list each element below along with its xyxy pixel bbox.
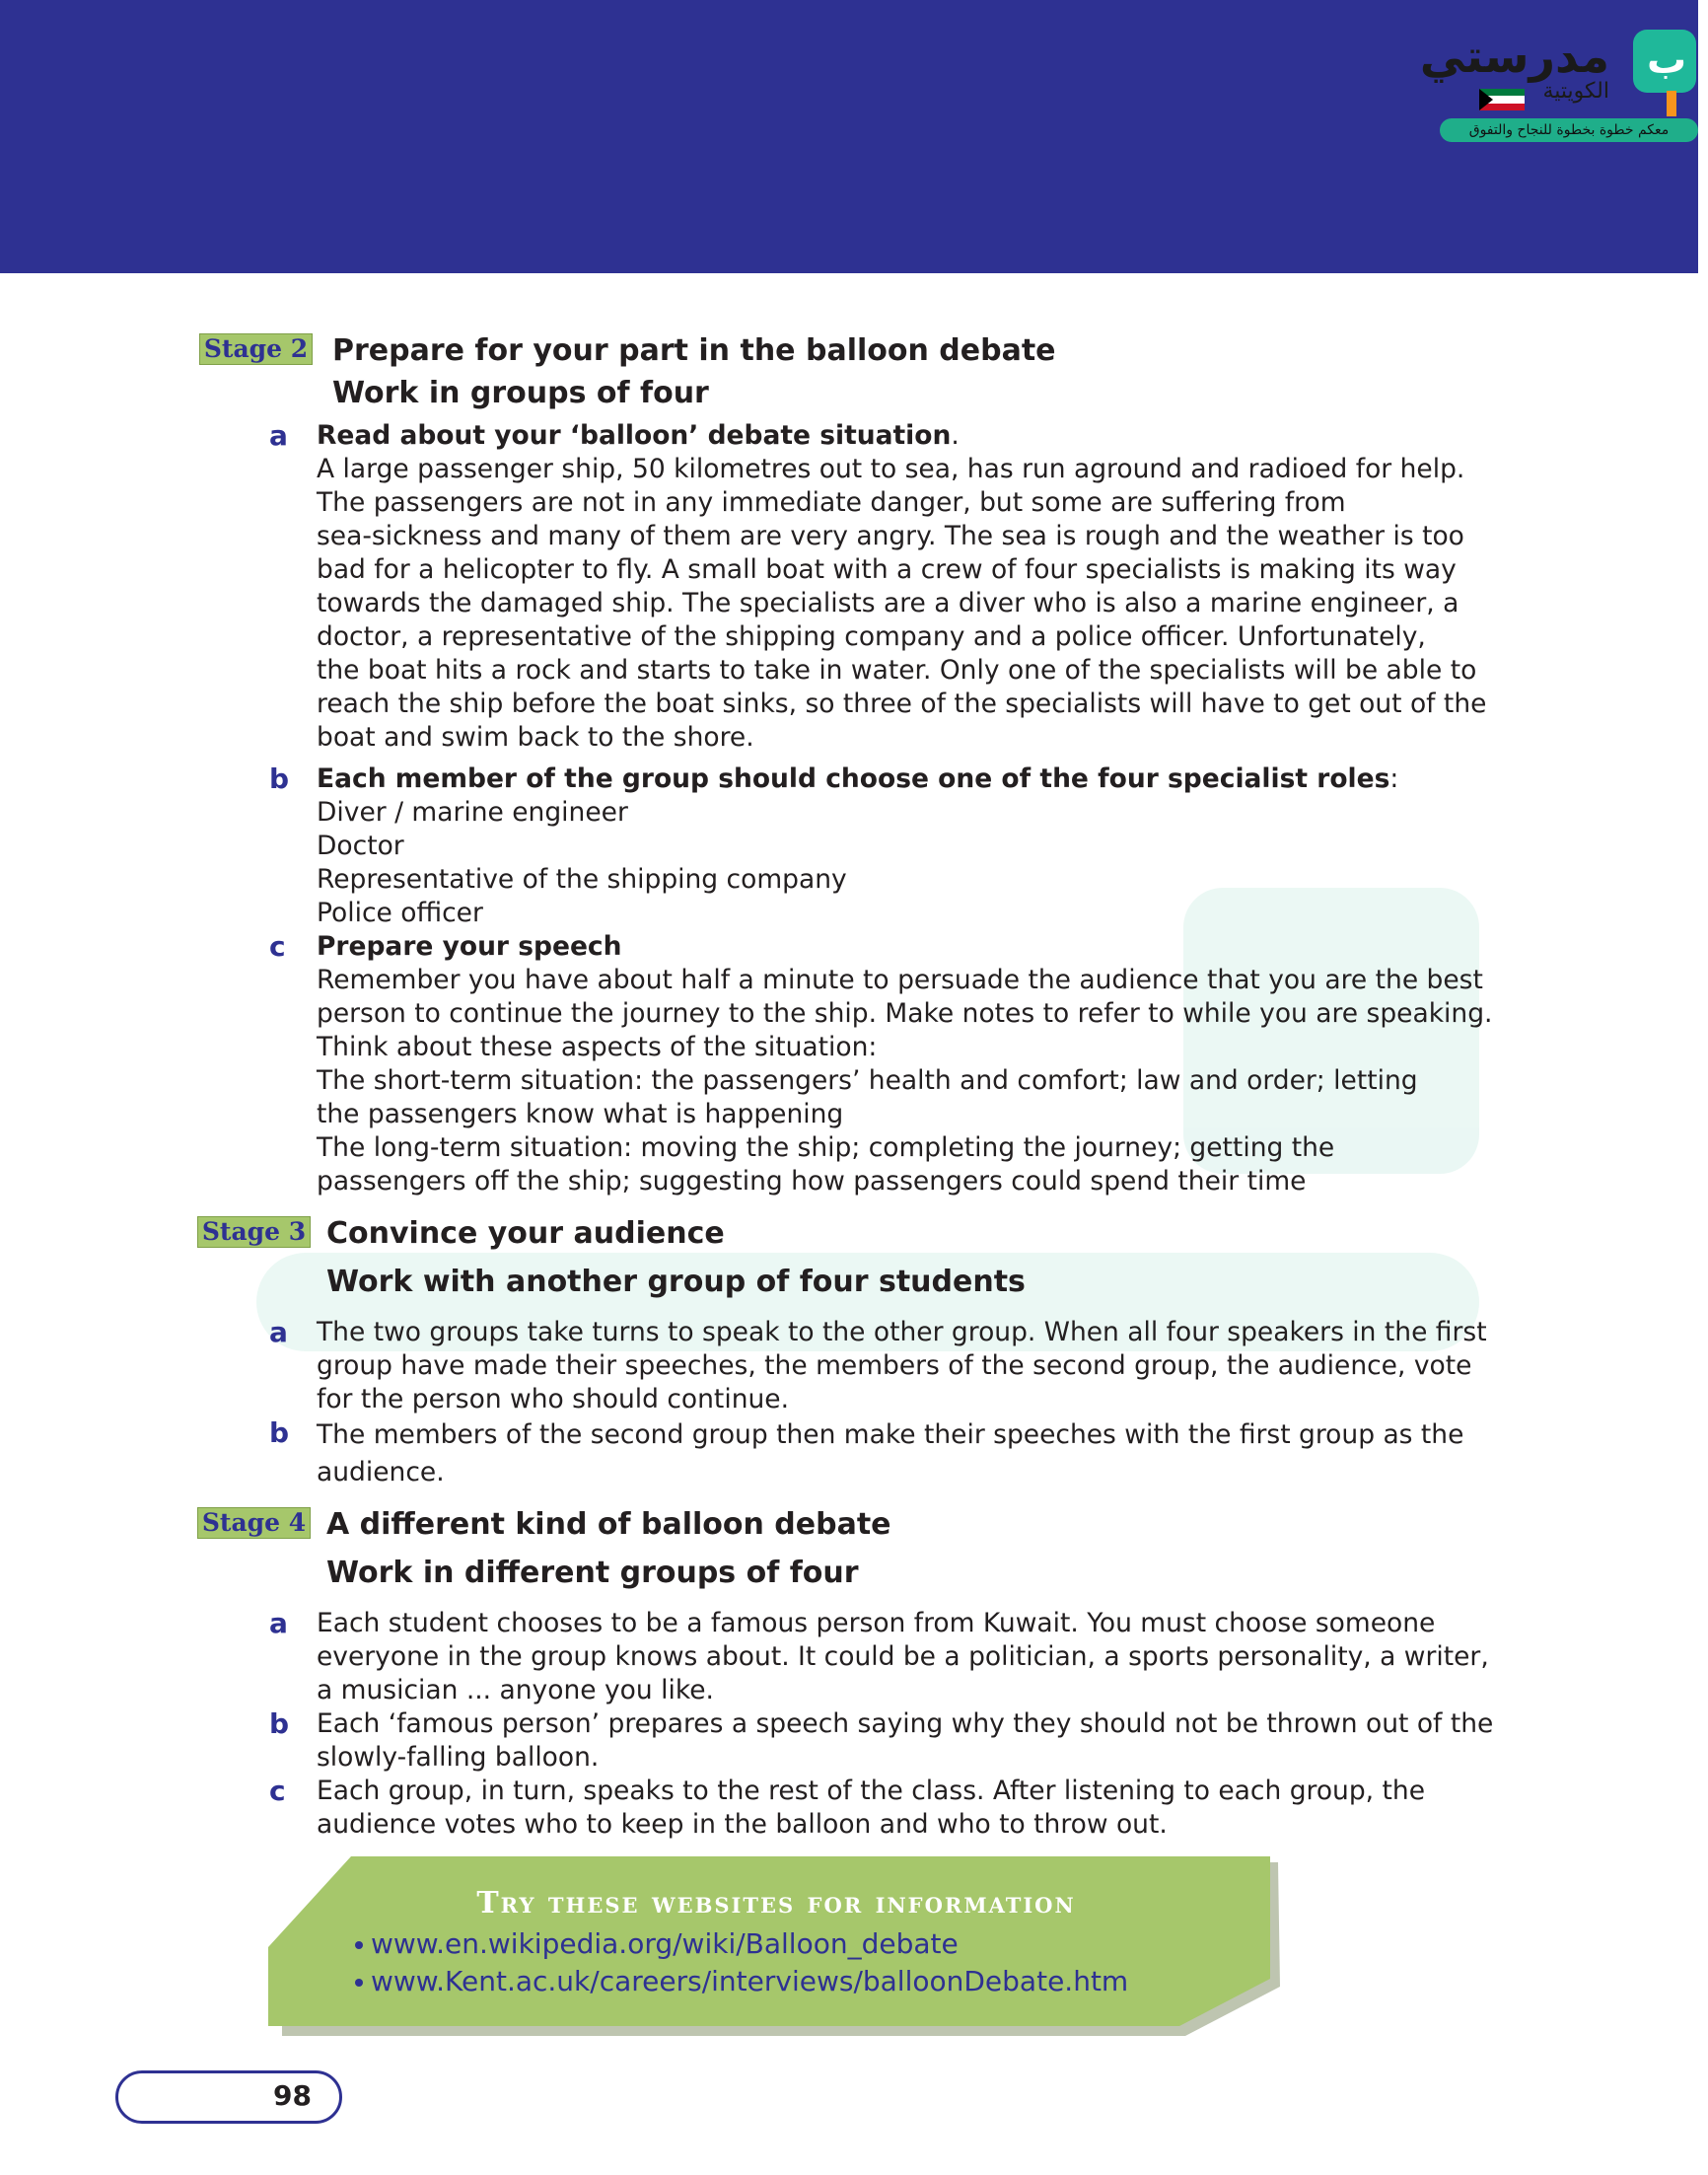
website-link[interactable]: www.Kent.ac.uk/careers/interviews/balloonDebate.htm [355,1965,1128,1997]
item-letter: b [269,762,290,795]
stage-2-subtitle: Work in groups of four [332,376,709,410]
item-letter: a [269,1316,288,1348]
stage-4-item-b: Each ‘famous person’ prepares a speech saying why they should not be thrown out of the slowly-falling balloon. [317,1708,1494,1773]
stage-3-title: Convince your audience [326,1216,725,1251]
site-logo[interactable] [1419,20,1696,138]
page-number: 98 [273,2079,312,2112]
item-letter: a [269,1607,288,1639]
item-letter: b [269,1416,290,1449]
stage-4-item-a: Each student chooses to be a famous person from Kuwait. You must choose someone everyone in the group knows about. It could be a politician, a sports personality, a writer, a musician ... anyone you like. [317,1608,1489,1705]
stage-3-item-a: The two groups take turns to speak to the other group. When all four speakers in the first group have made their speeches, the members of the second group, the audience, vote for the person who should continue. [317,1317,1487,1414]
logo-badge-icon: ب [1633,30,1696,93]
stage-3-badge: Stage 3 [197,1216,311,1248]
item-lead: Prepare your speech [317,931,622,962]
stage-4-item-c: Each group, in turn, speaks to the rest of the class. After listening to each group, the audience votes who to keep in the balloon and who to throw out. [317,1776,1425,1840]
stage-3-subtitle: Work with another group of four students [326,1265,1026,1299]
websites-title: Try these websites for information [476,1886,1076,1921]
item-letter: a [269,419,288,452]
stage-2-item-c: Prepare your speech Remember you have about half a minute to persuade the audience that you are the best person to continue the journey to the ship. Make notes to refer to while you are speaking. Think about these aspects of the situation: The short-term situation: the passengers’ health and comfort; law and order; letting the passengers know what is happening The long-term situation: moving the ship; completing the journey; getting the passengers off the ship; suggesting how passengers could spend their time [317,930,1510,1198]
stage-3-item-b: The members of the second group then make their speeches with the first group as the audience. [317,1419,1464,1487]
stage-2-item-a: Read about your ‘balloon’ debate situation. A large passenger ship, 50 kilometres out to sea, has run aground and radioed for help. The passengers are not in any immediate danger, but some are suffering from sea-sickness and many of them are very angry. The sea is rough and the weather is too bad for a helicopter to fly. A small boat with a crew of four specialists is making its way towards the damaged ship. The specialists are a diver who is also a marine engineer, a doctor, a representative of the shipping company and a police officer. Unfortunately, the boat hits a rock and starts to take in water. Only one of the specialists will be able to reach the ship before the boat sinks, so three of the specialists will have to get out of the boat and swim back to the shore. [317,419,1510,755]
stage-4-subtitle: Work in different groups of four [326,1556,859,1590]
item-lead: Each member of the group should choose one of the four specialist roles: [317,763,1399,794]
stage-4-title: A different kind of balloon debate [326,1507,891,1542]
item-lead: Read about your ‘balloon’ debate situation. [317,420,960,451]
logo-subtitle: الكويتية [1542,79,1609,104]
item-letter: c [269,1775,286,1807]
stage-2-badge: Stage 2 [199,333,313,365]
websites-box [268,1856,1284,2036]
item-letter: c [269,930,286,963]
bullet-icon [355,1941,363,1949]
stage-2-title: Prepare for your part in the balloon debate [332,333,1056,368]
stage-2-item-b: Each member of the group should choose one of the four specialist roles: Diver / marine engineer Doctor Representative of the shipping company Police officer [317,762,1510,930]
bullet-icon [355,1979,363,1987]
page-number-tab [115,2070,342,2124]
logo-badge-tail [1667,91,1676,116]
kuwait-flag-icon [1479,89,1525,110]
item-letter: b [269,1707,290,1740]
website-link[interactable]: www.en.wikipedia.org/wiki/Balloon_debate [355,1927,959,1960]
logo-tagline: معكم خطوة بخطوة للنجاح والتفوق [1440,118,1698,142]
stage-4-badge: Stage 4 [197,1507,311,1539]
logo-title: مدرستي [1419,30,1609,83]
